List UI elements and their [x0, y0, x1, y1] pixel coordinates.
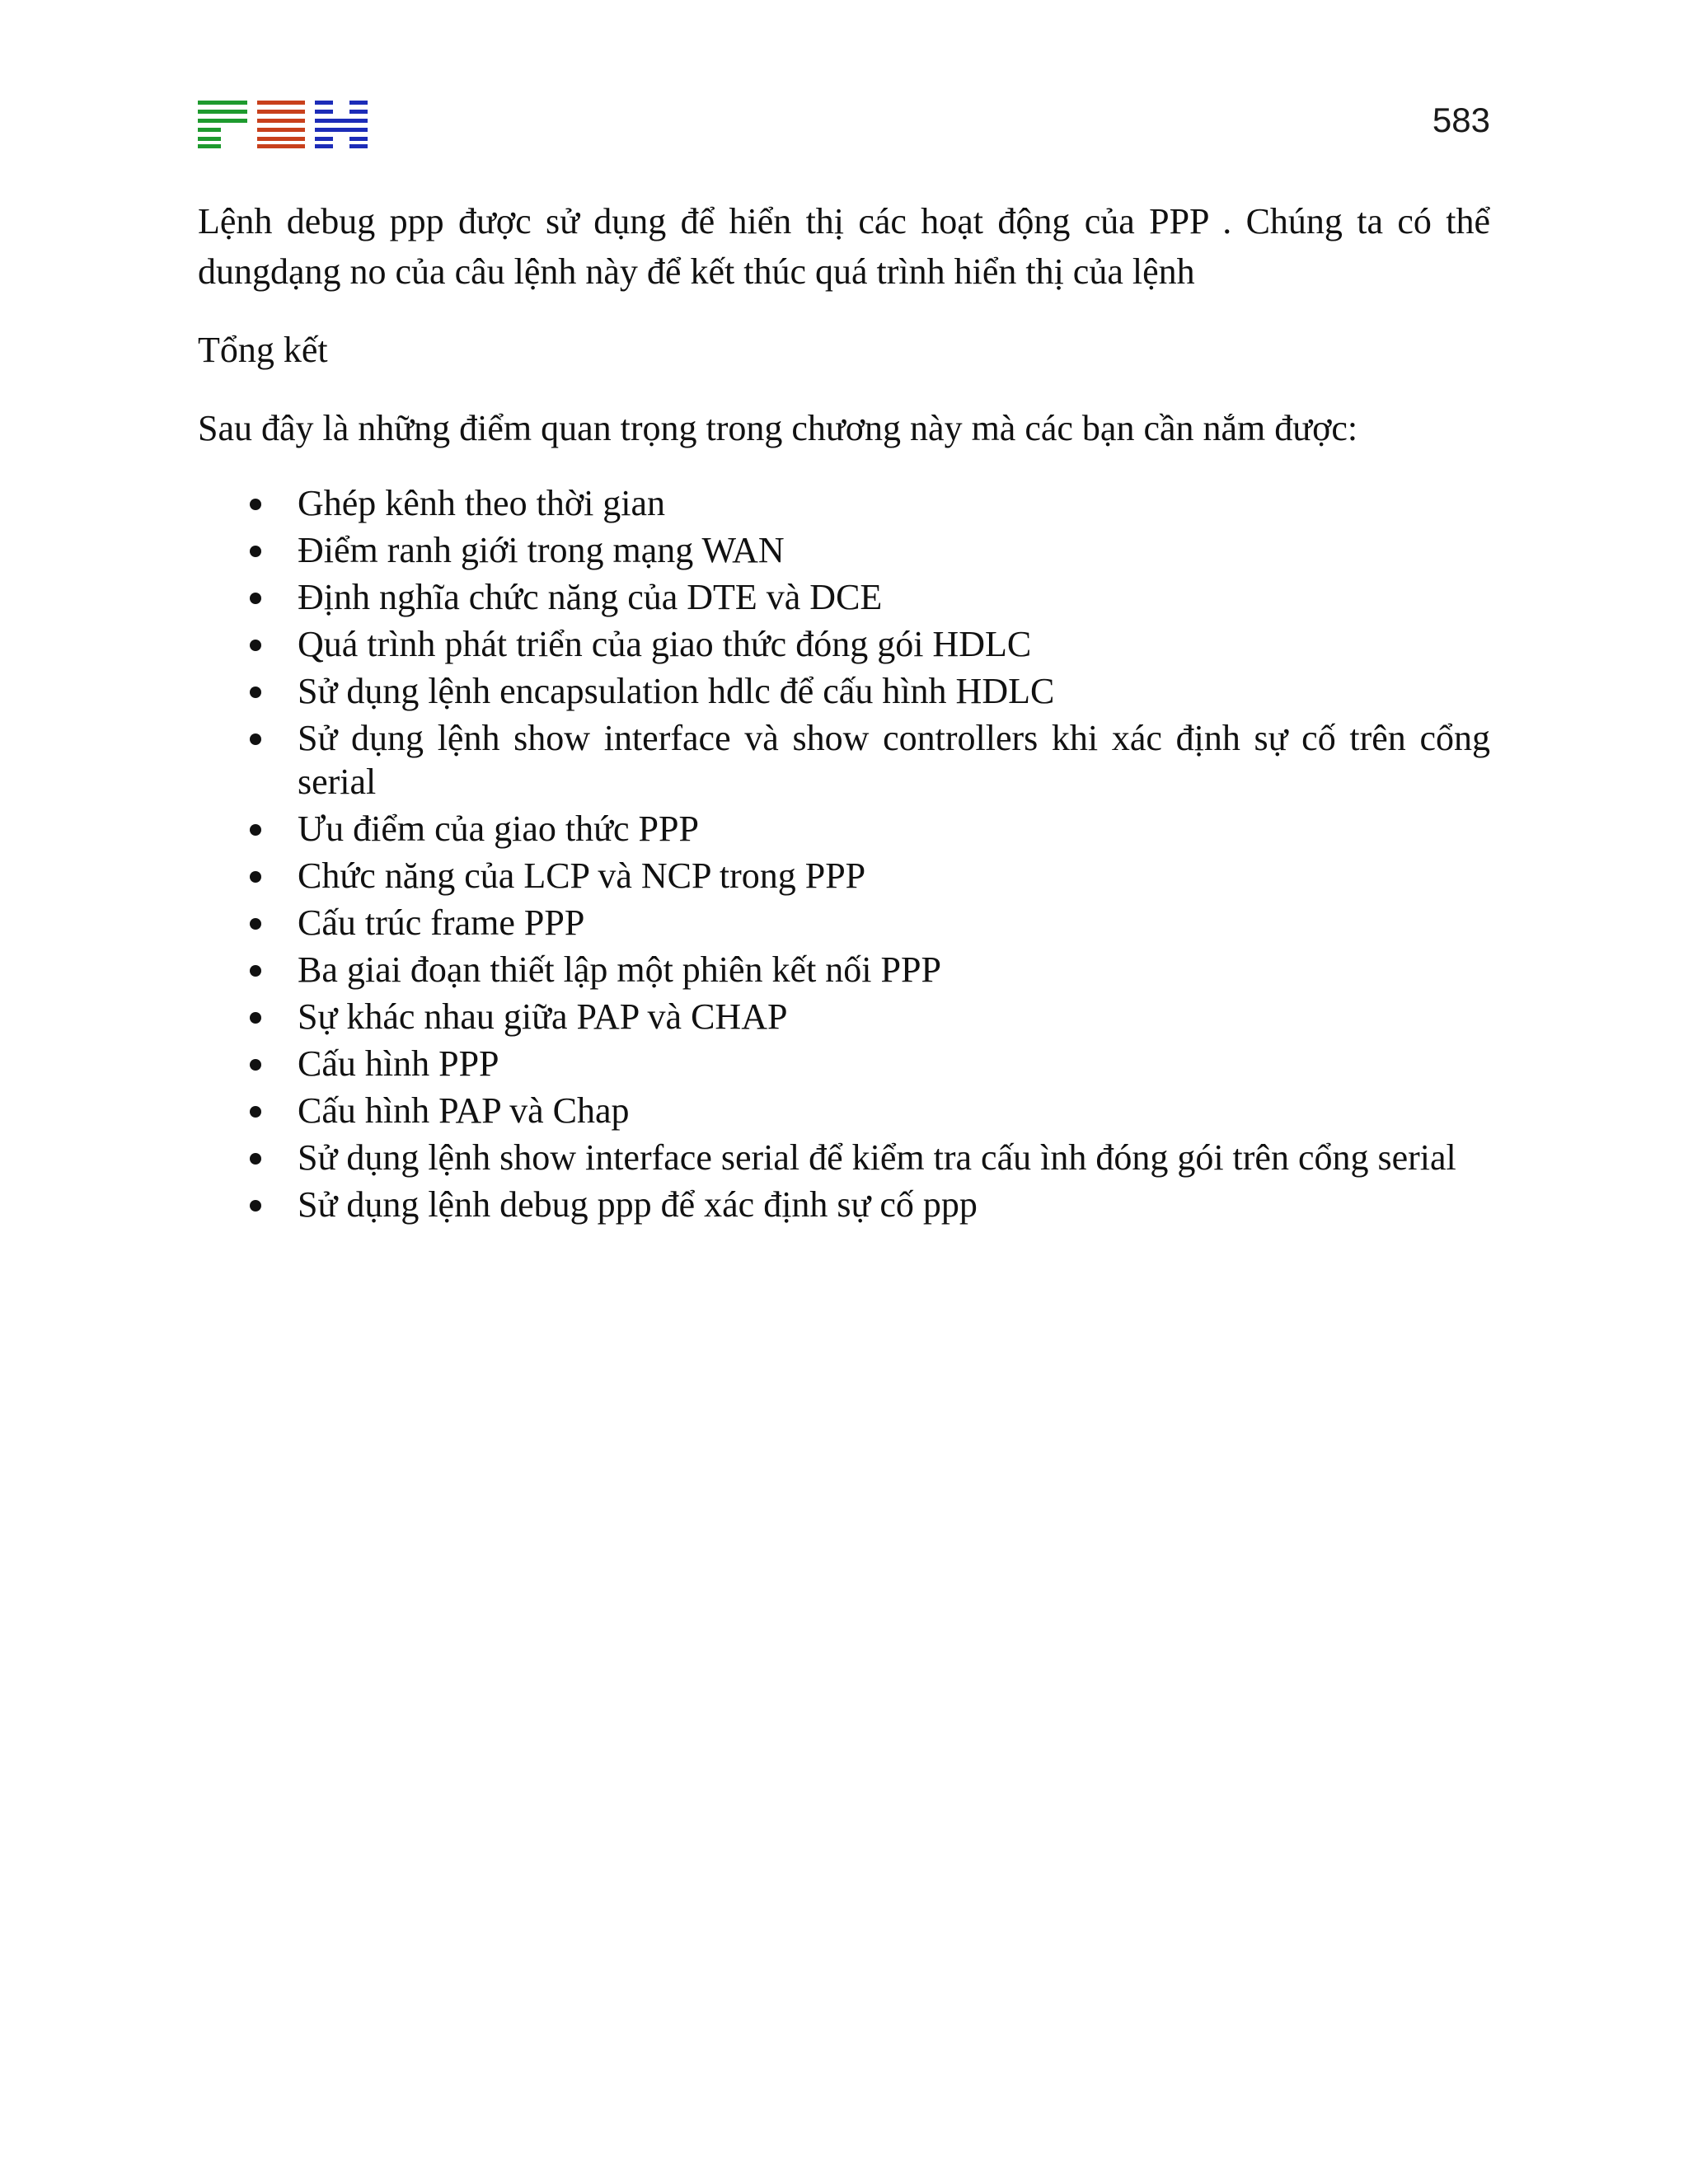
list-item: [198, 807, 1490, 851]
bullet-icon: [250, 640, 261, 651]
list-item-text: Sự khác nhau giữa PAP và CHAP: [298, 996, 788, 1037]
list-item-text: Sử dụng lệnh debug ppp để xác định sự cố ppp: [298, 1184, 978, 1225]
list-item-text: Ghép kênh theo thời gian: [298, 483, 666, 523]
bullet-icon: [250, 1059, 261, 1071]
list-item: [198, 716, 1490, 804]
summary-list: [198, 481, 1490, 1226]
bullet-icon: [250, 1200, 261, 1212]
list-item: [198, 528, 1490, 572]
bullet-icon: [250, 965, 261, 977]
list-item-text: Quá trình phát triển của giao thức đóng gói HDLC: [298, 624, 1032, 664]
list-item-text: Sử dụng lệnh show interface và show controllers khi xác định sự cố trên cổng serial: [298, 718, 1490, 802]
list-item: [198, 669, 1490, 713]
summary-lead: Sau đây là những điểm quan trọng trong chương này mà các bạn cần nắm được:: [198, 408, 1358, 448]
page-number: 583: [1432, 101, 1490, 139]
list-item-text: Ba giai đoạn thiết lập một phiên kết nối PPP: [298, 949, 941, 990]
section-title: Tổng kết: [198, 330, 328, 370]
list-item-text: Điểm ranh giới trong mạng WAN: [298, 530, 785, 570]
list-item-text: Chức năng của LCP và NCP trong PPP: [298, 855, 866, 896]
bullet-icon: [250, 1106, 261, 1118]
page-body: [198, 196, 1490, 1230]
bullet-icon: [250, 687, 261, 698]
list-item: [198, 575, 1490, 619]
list-item: [198, 948, 1490, 991]
bullet-icon: [250, 593, 261, 604]
pnh-logo: [198, 101, 368, 148]
list-item-text: Cấu hình PPP: [298, 1043, 499, 1084]
list-item-text: Sử dụng lệnh show interface serial để kiểm tra cấu ình đóng gói trên cổng serial: [298, 1137, 1456, 1178]
list-item-text: Cấu hình PAP và Chap: [298, 1090, 630, 1131]
list-item: [198, 481, 1490, 525]
bullet-icon: [250, 1153, 261, 1165]
list-item-text: Cấu trúc frame PPP: [298, 902, 585, 943]
list-item-text: Sử dụng lệnh encapsulation hdlc để cấu hình HDLC: [298, 671, 1055, 711]
list-item: [198, 1089, 1490, 1132]
bullet-icon: [250, 824, 261, 836]
bullet-icon: [250, 499, 261, 510]
list-item: [198, 1136, 1490, 1179]
list-item-text: Ưu điểm của giao thức PPP: [298, 808, 699, 849]
list-item: [198, 995, 1490, 1038]
logo-letter-n: [257, 101, 305, 148]
intro-paragraph: Lệnh debug ppp được sử dụng để hiển thị các hoạt động của PPP . Chúng ta có thể dungdạng no của câu lệnh này để kết thúc quá trình hiển thị của lệnh: [198, 201, 1490, 292]
bullet-icon: [250, 1012, 261, 1024]
list-item: [198, 1042, 1490, 1085]
logo-letter-h: [315, 101, 368, 148]
logo-letter-p: [198, 101, 247, 148]
list-item: [198, 1183, 1490, 1226]
list-item: [198, 901, 1490, 944]
list-item-text: Định nghĩa chức năng của DTE và DCE: [298, 577, 883, 617]
bullet-icon: [250, 733, 261, 745]
bullet-icon: [250, 546, 261, 557]
bullet-icon: [250, 871, 261, 883]
list-item: [198, 622, 1490, 666]
bullet-icon: [250, 918, 261, 930]
list-item: [198, 854, 1490, 898]
